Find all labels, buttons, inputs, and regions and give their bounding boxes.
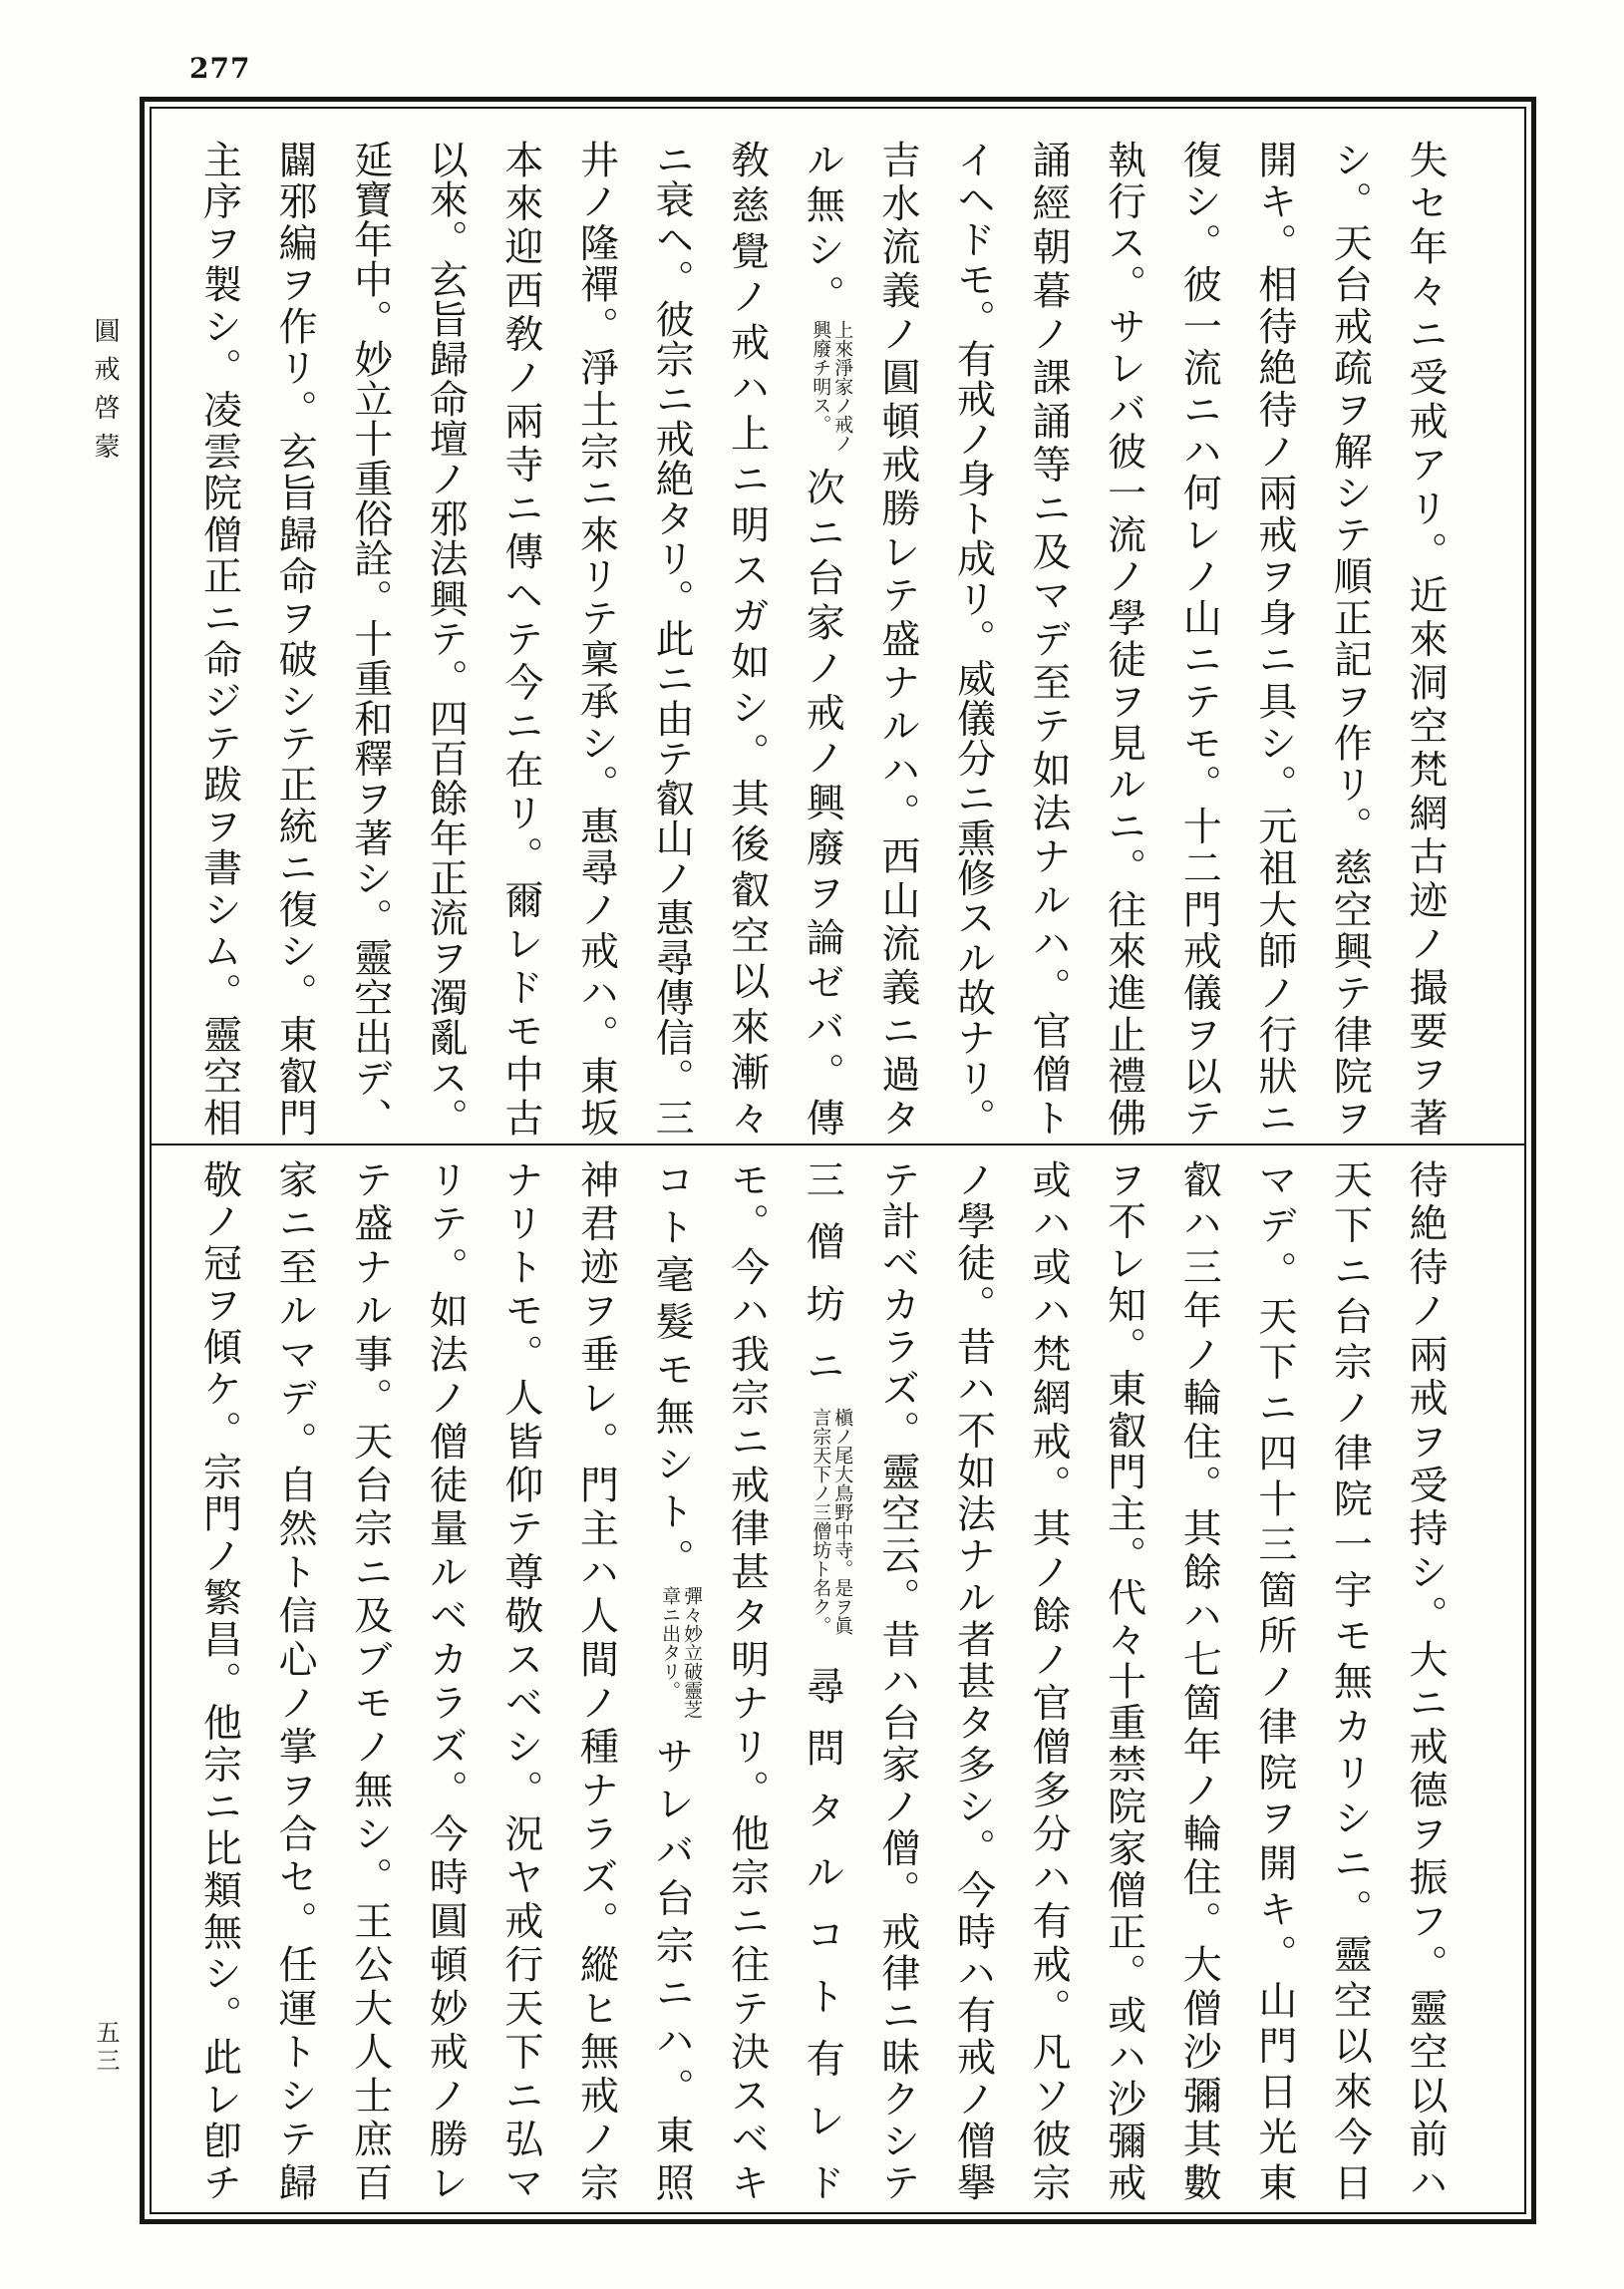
lower-text-block — [180, 1159, 1462, 2201]
text-column: マデ。天下ニ四十三箇所ノ律院ヲ開キ。山門日光東 — [1251, 1159, 1297, 2201]
text-column: リテ。如法ノ僧徒量ルベカラズ。今時圓頓妙戒ノ勝レ — [423, 1159, 469, 2201]
text-column: 開キ。相待絶待ノ兩戒ヲ身ニ具シ。元祖大師ノ行狀ニ — [1251, 140, 1297, 1137]
interlinear-note — [810, 320, 853, 462]
note-line: 章ニ出タリ。 — [659, 1585, 682, 1700]
text-column: 失セ年々ニ受戒アリ。近來洞空梵網古迹ノ撮要ヲ著 — [1403, 140, 1448, 1137]
page-number: 277 — [189, 52, 251, 85]
text-column: ノ學徒。昔ハ不如法ナル者甚タ多シ。今時ハ有戒ノ僧擧 — [950, 1159, 996, 2201]
column-text: ル無シ。 — [800, 140, 845, 320]
text-column: 叡ハ三年ノ輪住。其餘ハ七箇年ノ輪住。大僧沙彌其數 — [1176, 1159, 1222, 2201]
text-column: 以來。玄旨歸命壇ノ邪法興テ。四百餘年正流ヲ濁亂ス。 — [423, 140, 469, 1137]
text-column: 井ノ隆禪。淨土宗ニ來リテ稟承シ。惠尋ノ戒ハ。東坂 — [573, 140, 619, 1137]
text-column: 神君迹ヲ垂レ。門主ハ人間ノ種ナラズ。縱ヒ無戒ノ宗 — [573, 1159, 619, 2201]
text-column: 天下ニ台宗ノ律院一宇モ無カリシニ。靈空以來今日 — [1327, 1159, 1373, 2201]
text-column: 待絶待ノ兩戒ヲ受持シ。大ニ戒德ヲ振フ。靈空以前ハ — [1403, 1159, 1448, 2201]
interlinear-note — [810, 1408, 853, 1643]
text-column: 敎慈覺ノ戒ハ上ニ明スガ如シ。其後叡空以來漸々 — [724, 140, 770, 1137]
text-column: テ計ベカラズ。靈空云。昔ハ台家ノ僧。戒律ニ昧クシテ — [874, 1159, 920, 2201]
text-column: 本來迎西敎ノ兩寺ニ傳ヘテ今ニ在リ。爾レドモ中古 — [497, 140, 543, 1137]
note-line: 彈々妙立破靈芝 — [681, 1585, 704, 1719]
upper-text-block — [180, 140, 1462, 1137]
running-title: 圓戒啓蒙 — [90, 317, 120, 459]
note-line: 槇ノ尾大鳥野中寺。是ヲ眞 — [831, 1407, 854, 1635]
text-column: ナリトモ。人皆仰テ尊敬スベシ。況ヤ戒行天下ニ弘マ — [497, 1159, 543, 2201]
text-column: 誦經朝暮ノ課誦等ニ及マデ至テ如法ナルハ。官僧ト — [1026, 140, 1072, 1137]
text-column: 延寶年中。妙立十重俗詮。十重和釋ヲ著シ。靈空出デ、 — [347, 140, 393, 1137]
text-column: 或ハ或ハ梵網戒。其ノ餘ノ官僧多分ハ有戒。凡ソ彼宗 — [1026, 1159, 1072, 2201]
text-column: イヘドモ。有戒ノ身ト成リ。威儀分ニ熏修スル故ナリ。 — [950, 140, 996, 1137]
text-column: 闢邪編ヲ作リ。玄旨歸命ヲ破シテ正統ニ復シ。東叡門 — [272, 140, 318, 1137]
column-text: 三僧坊ニ — [800, 1159, 845, 1408]
text-column-with-note — [785, 1159, 860, 2201]
text-column: 復シ。彼一流ニハ何レノ山ニテモ。十二門戒儀ヲ以テ — [1176, 140, 1222, 1137]
note-line: 上來淨家ノ戒ノ — [831, 319, 854, 453]
note-line: 言宗天下ノ三僧坊ト名ク。 — [810, 1407, 832, 1635]
text-column: モ。今ハ我宗ニ戒律甚タ明ナリ。他宗ニ往テ決スベキ — [724, 1159, 770, 2201]
column-text: コト毫髮モ無シト。 — [649, 1159, 695, 1586]
column-text: 次ニ台家ノ戒ノ興廢ヲ論ゼバ。傳 — [800, 461, 845, 1137]
column-text: 尋問タルコト有レド — [800, 1642, 845, 2201]
text-column: テ盛ナル事。天台宗ニ及ブモノ無シ。王公大人士庶百 — [347, 1159, 393, 2201]
text-column: シ。天台戒疏ヲ解シテ順正記ヲ作リ。慈空興テ律院ヲ — [1327, 140, 1373, 1137]
column-text: サレバ台宗ニハ。東照 — [649, 1727, 695, 2201]
note-line: 興廢チ明ス。 — [810, 319, 832, 434]
text-column: 吉水流義ノ圓頓戒勝レテ盛ナルハ。西山流義ニ過タ — [874, 140, 920, 1137]
text-column: ヲ不レ知。東叡門主。代々十重禁院家僧正。或ハ沙彌戒 — [1101, 1159, 1146, 2201]
text-column: 家ニ至ルマデ。自然ト信心ノ掌ヲ合セ。任運トシテ歸 — [272, 1159, 318, 2201]
section-divider — [150, 1144, 1526, 1145]
text-column: 執行ス。サレバ彼一流ノ學徒ヲ見ルニ。往來進止禮佛 — [1101, 140, 1146, 1137]
text-column-with-note — [633, 1159, 709, 2201]
interlinear-note — [659, 1586, 703, 1728]
folio-number: 五三 — [92, 2020, 120, 2072]
text-column-with-note — [785, 140, 860, 1137]
text-column: ニ衰ヘ。彼宗ニ戒絶タリ。此ニ由テ叡山ノ惠尋傳信。三 — [649, 140, 695, 1137]
text-column: 主序ヲ製シ。凌雲院僧正ニ命ジテ跋ヲ書シム。靈空相 — [196, 140, 242, 1137]
text-column: 敬ノ冠ヲ傾ケ。宗門ノ繁昌。他宗ニ比類無シ。此レ卽チ — [196, 1159, 242, 2201]
